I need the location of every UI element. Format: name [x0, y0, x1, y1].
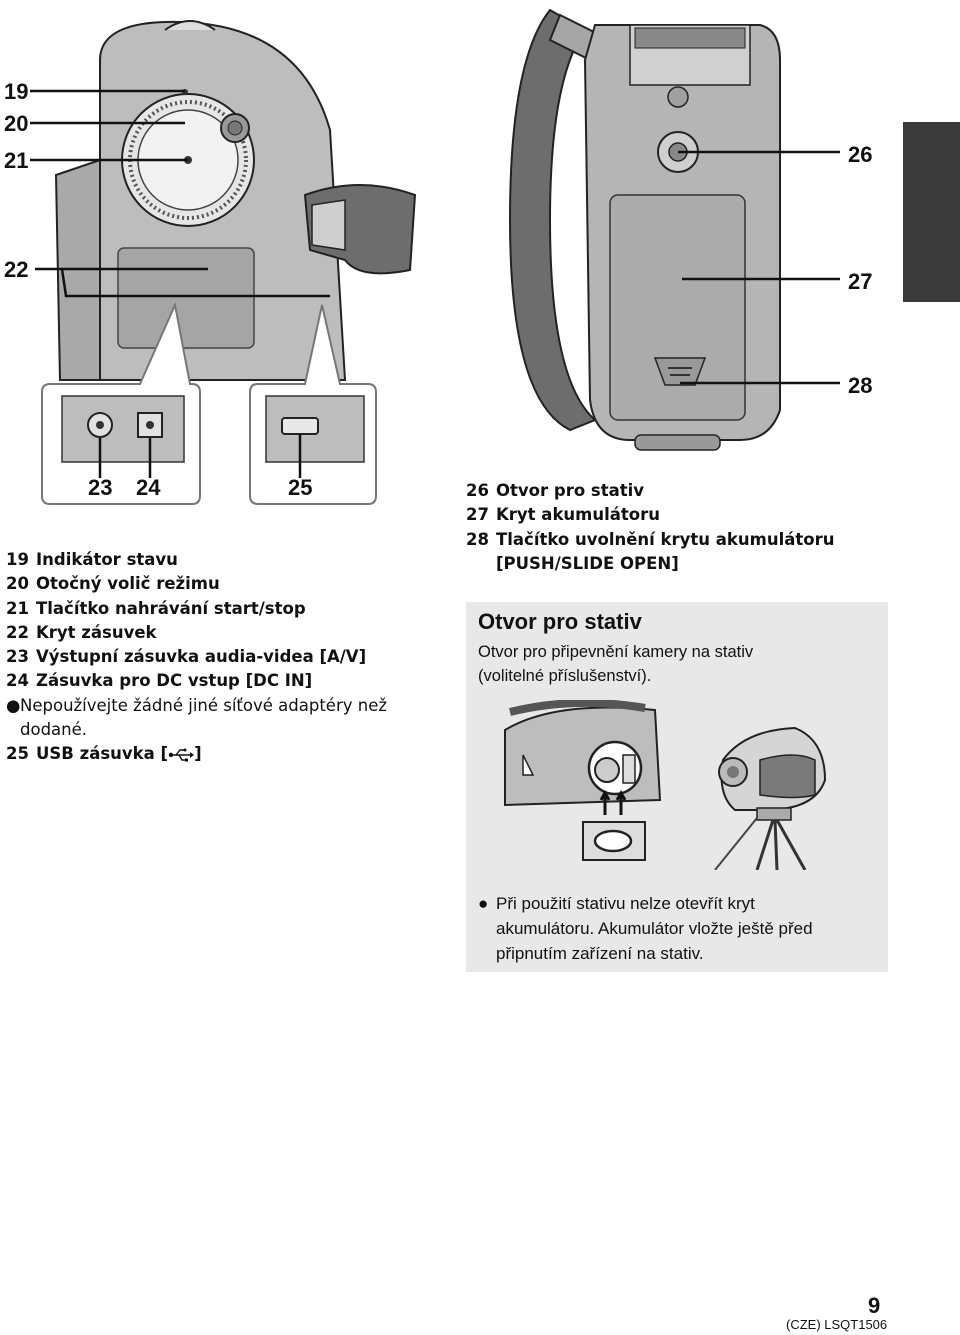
list-item-continued: [PUSH/SLIDE OPEN]: [496, 553, 679, 573]
list-item: 27 Kryt akumulátoru: [466, 505, 661, 525]
list-item: 22 Kryt zásuvek: [6, 622, 157, 642]
list-item: 19 Indikátor stavu: [6, 550, 178, 569]
bullet-icon: ●: [6, 695, 21, 715]
list-item: 23 Výstupní zásuvka audia-videa [A/V]: [6, 647, 367, 667]
callout-20: 20: [4, 111, 29, 136]
camera-side-illustration: [0, 0, 470, 520]
list-item: 21 Tlačítko nahrávání start/stop: [6, 598, 306, 618]
list-item-usb: 25 USB zásuvka [ ]: [6, 744, 202, 764]
bullet-note-continued: dodané.: [20, 720, 88, 740]
callout-24: 24: [136, 475, 161, 500]
list-item: 28 Tlačítko uvolnění krytu akumulátoru: [466, 529, 835, 549]
callout-21: 21: [4, 148, 29, 173]
parts-list-right: [466, 479, 896, 576]
callout-27: 27: [848, 269, 873, 294]
camera-bottom-illustration: [490, 0, 900, 470]
callout-28: 28: [848, 373, 873, 398]
callout-23: 23: [88, 475, 113, 500]
tip-title: Otvor pro stativ: [478, 609, 642, 634]
page-number: 9: [868, 1293, 881, 1318]
list-item: 20 Otočný volič režimu: [6, 574, 220, 594]
tripod-mount-illustration: [495, 700, 835, 870]
tripod-note: ● Při použití stativu nelze otevřít kryt akumulátoru. Akumulátor vložte ještě před připnutím zařízení na stativ.: [478, 891, 878, 966]
callout-22: 22: [4, 257, 29, 282]
list-item: 24 Zásuvka pro DC vstup [DC IN]: [6, 671, 313, 691]
callout-19: 19: [4, 79, 29, 104]
bullet-icon: ●: [478, 894, 489, 913]
bullet-note: ●Nepoužívejte žádné jiné síťové adaptéry než: [6, 694, 456, 718]
section-tab: [903, 122, 960, 302]
parts-list-left: [6, 548, 456, 767]
document-code: (CZE) LSQT1506: [786, 1317, 888, 1332]
callout-26: 26: [848, 142, 873, 167]
usb-icon: [168, 748, 194, 762]
callout-25: 25: [288, 475, 313, 500]
list-item: 26 Otvor pro stativ: [466, 481, 645, 500]
tip-text: Otvor pro připevnění kamery na stativ (volitelné příslušenství).: [478, 643, 754, 685]
